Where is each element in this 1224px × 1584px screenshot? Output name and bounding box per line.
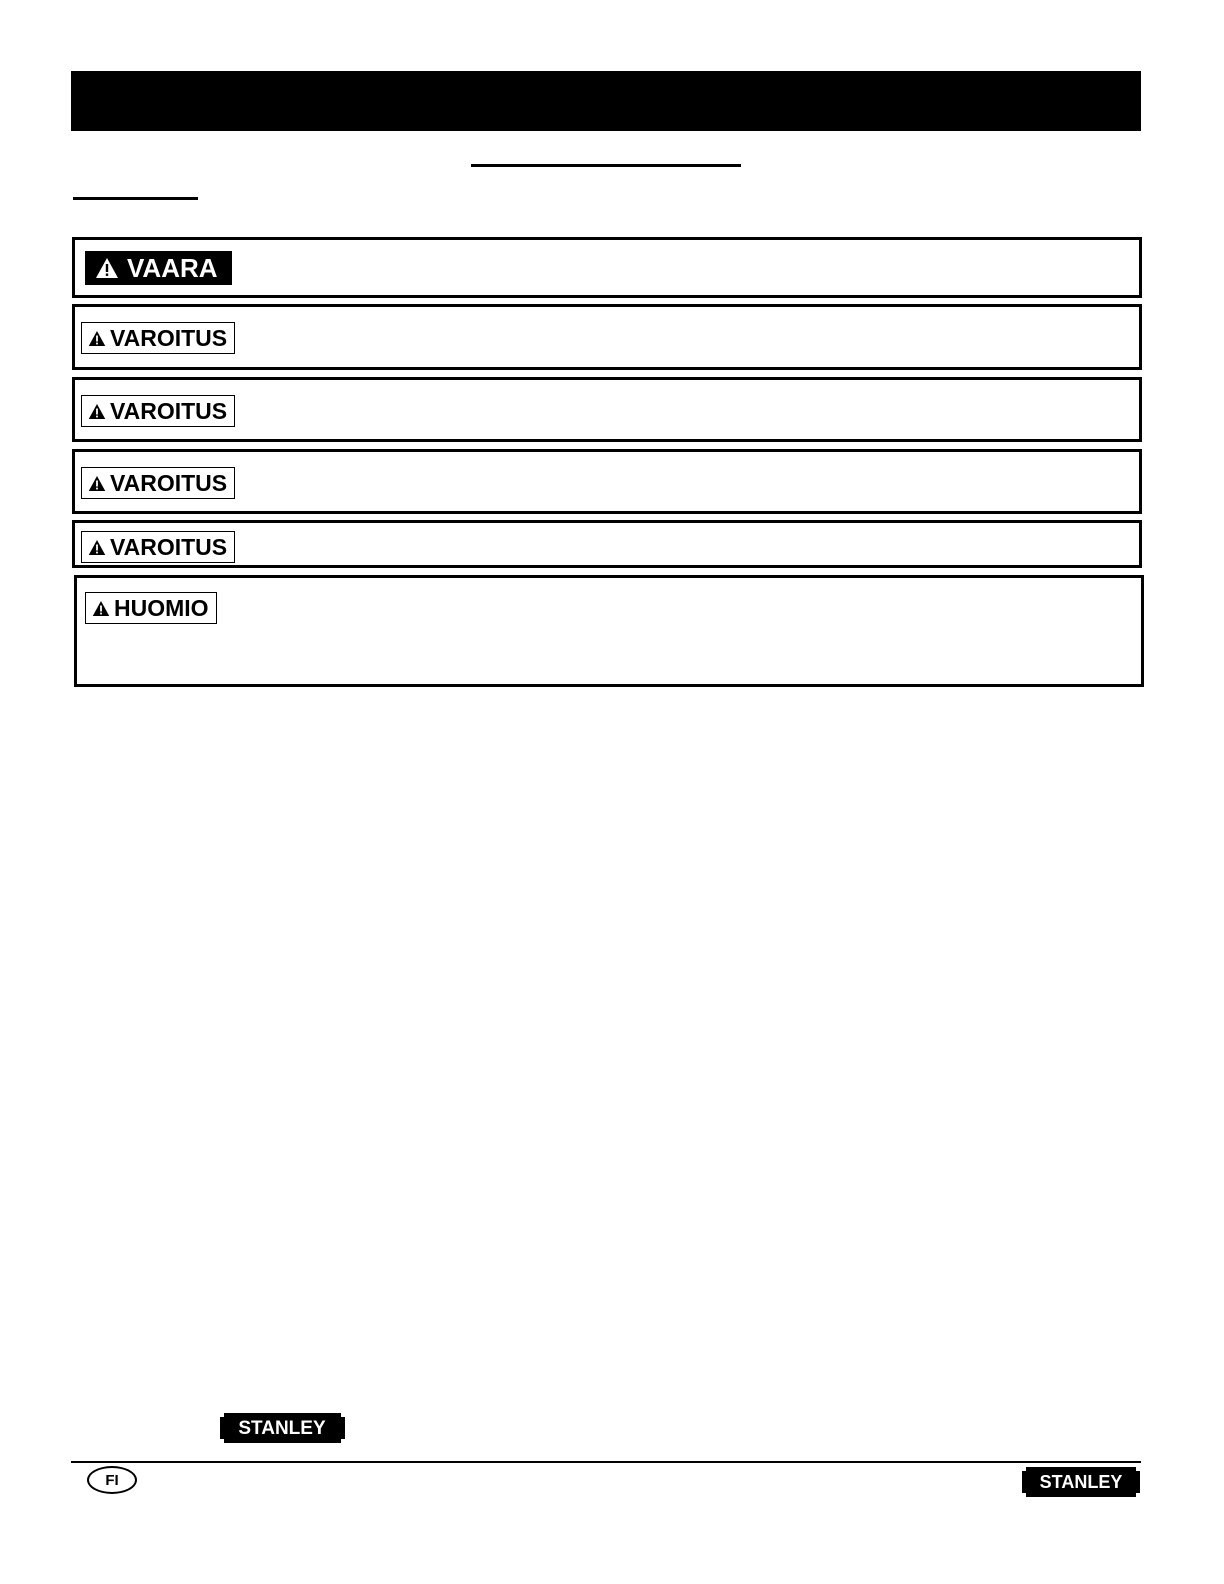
warning-box-3 [72,449,1142,514]
warning-box-4 [72,520,1142,568]
warning-label-text: VAROITUS [110,324,228,351]
stanley-logo-footer-text: STANLEY [1039,1472,1123,1492]
danger-box [72,237,1142,298]
warning-box-1 [72,304,1142,370]
title-underline [471,164,741,167]
danger-label [85,251,232,285]
warning-label-1 [81,322,235,354]
warning-triangle-icon [88,330,106,347]
stanley-logo-footer [1022,1467,1140,1497]
warning-label-text: VAROITUS [110,397,228,424]
language-badge: FI [87,1466,137,1494]
footer-rule [71,1461,1141,1463]
warning-triangle-icon [88,539,106,556]
stanley-logo [220,1413,345,1443]
warning-triangle-icon [92,600,110,617]
caution-box [74,575,1144,687]
warning-label-3 [81,467,235,499]
warning-label-2 [81,395,235,427]
warning-triangle-icon [95,257,119,279]
header-bar [71,71,1141,131]
caution-label-text: HUOMIO [114,594,209,621]
warning-label-text: VAROITUS [110,533,228,560]
caution-label [85,592,217,624]
warning-triangle-icon [88,403,106,420]
warning-label-text: VAROITUS [110,469,228,496]
danger-label-text: VAARA [127,252,218,283]
warning-box-2 [72,377,1142,442]
stanley-logo-text: STANLEY [238,1418,326,1439]
warning-label-4 [81,531,235,563]
section-underline [73,197,198,200]
warning-triangle-icon [88,475,106,492]
